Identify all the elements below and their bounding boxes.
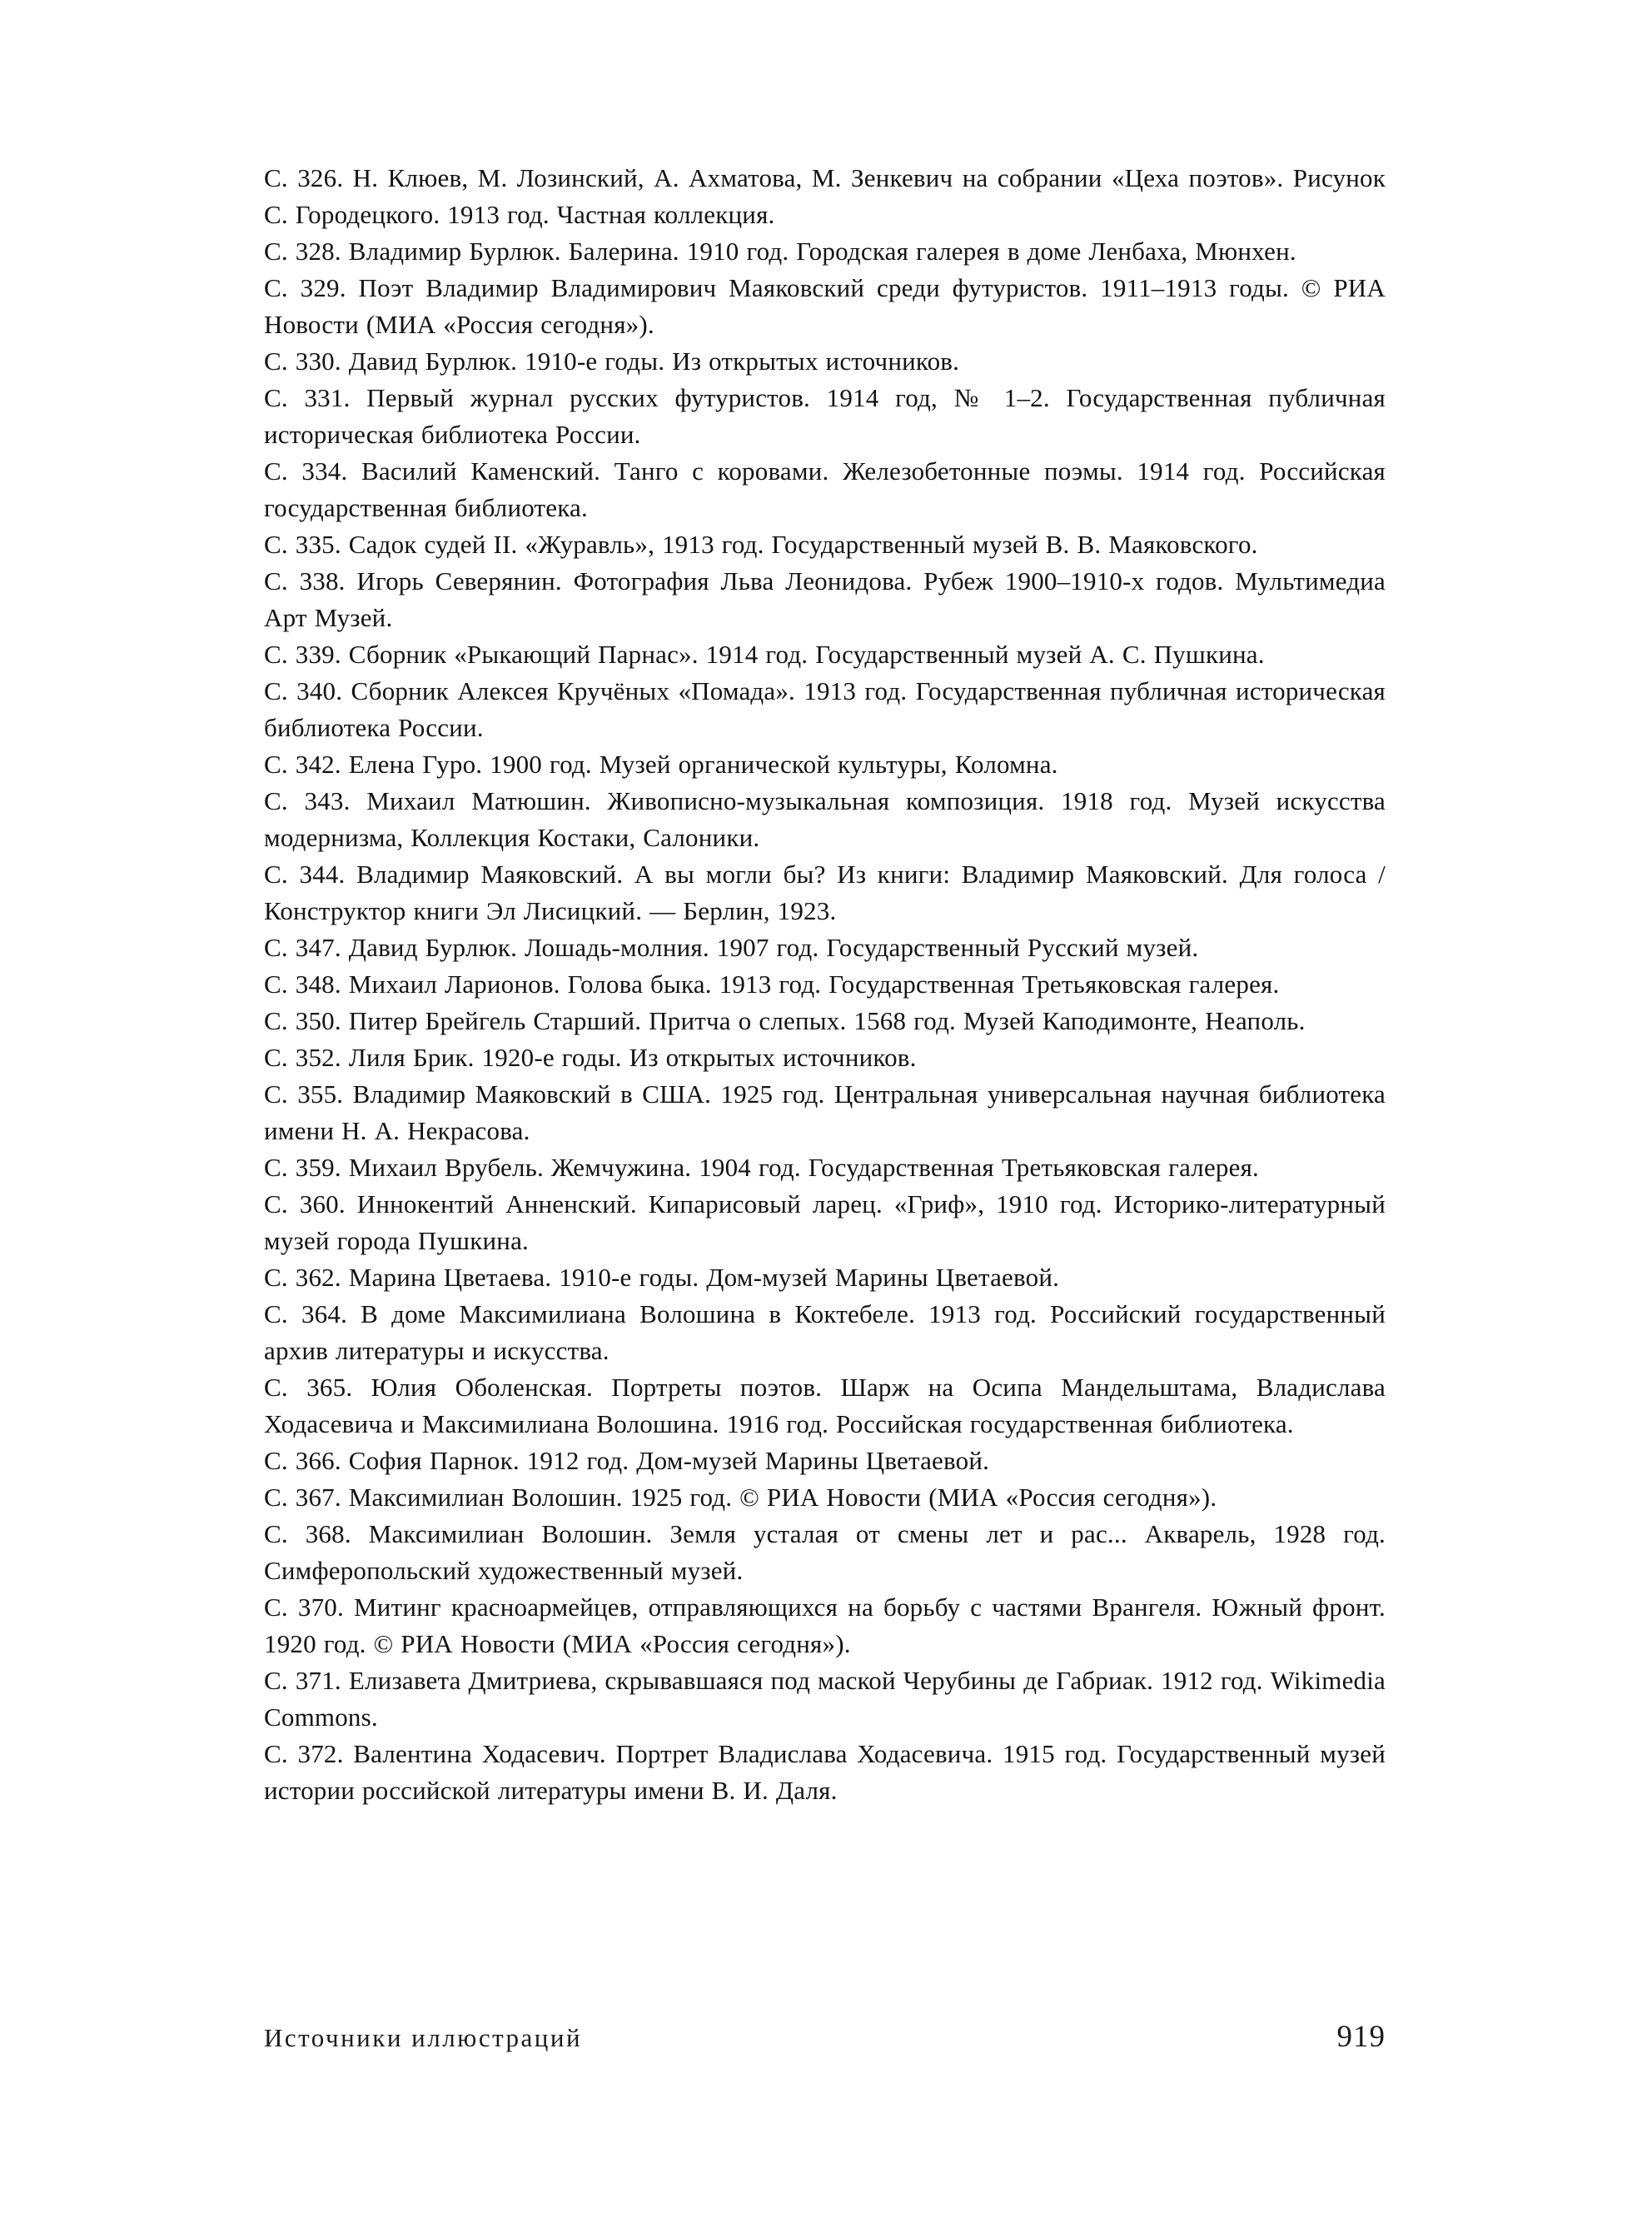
illustration-source-entry: С. 370. Митинг красноармейцев, отправляющихся на борьбу с частями Врангеля. Южный фронт. 1920 год. © РИА Новости (МИА «Россия сегодня»). — [264, 1592, 1386, 1658]
illustration-source-entry: С. 372. Валентина Ходасевич. Портрет Владислава Ходасевича. 1915 год. Государственный музей истории российской литературы имени В. И. Даля. — [264, 1739, 1386, 1805]
illustration-source-entry: С. 330. Давид Бурлюк. 1910-е годы. Из открытых источников. — [264, 346, 960, 376]
illustration-source-entry: С. 342. Елена Гуро. 1900 год. Музей органической культуры, Коломна. — [264, 750, 1058, 779]
illustration-source-entry: С. 340. Сборник Алексея Кручёных «Помада». 1913 год. Государственная публичная историческая библиотека России. — [264, 676, 1386, 742]
illustration-source-entry: С. 331. Первый журнал русских футуристов. 1914 год, № 1–2. Государственная публичная историческая библиотека России. — [264, 383, 1386, 449]
illustration-source-entry: С. 335. Садок судей II. «Журавль», 1913 год. Государственный музей В. В. Маяковского. — [264, 530, 1258, 559]
illustration-source-entry: С. 334. Василий Каменский. Танго с коровами. Железобетонные поэмы. 1914 год. Российская государственная библиотека. — [264, 456, 1386, 522]
illustration-source-entry: С. 365. Юлия Оболенская. Портреты поэтов. Шарж на Осипа Мандельштама, Владислава Ходасевича и Максимилиана Волошина. 1916 год. Российская государственная библиотека. — [264, 1373, 1386, 1438]
illustration-source-entry: С. 362. Марина Цветаева. 1910-е годы. Дом-музей Марины Цветаевой. — [264, 1263, 1060, 1292]
illustration-source-entry: С. 355. Владимир Маяковский в США. 1925 год. Центральная универсальная научная библиотека имени Н. А. Некрасова. — [264, 1079, 1386, 1145]
footer-section-title: Источники иллюстраций — [264, 2023, 583, 2052]
illustration-source-entry: С. 367. Максимилиан Волошин. 1925 год. © РИА Новости (МИА «Россия сегодня»). — [264, 1483, 1217, 1512]
illustration-source-entry: С. 343. Михаил Матюшин. Живописно-музыкальная композиция. 1918 год. Музей искусства модернизма, Коллекция Костаки, Салоники. — [264, 786, 1386, 852]
illustration-source-entry: С. 328. Владимир Бурлюк. Балерина. 1910 год. Городская галерея в доме Ленбаха, Мюнхен. — [264, 237, 1296, 266]
illustration-source-entry: С. 344. Владимир Маяковский. А вы могли бы? Из книги: Владимир Маяковский. Для голоса / Конструктор книги Эл Лисицкий. — Берлин, 1923. — [264, 860, 1386, 925]
illustration-source-entry: С. 352. Лиля Брик. 1920-е годы. Из открытых источников. — [264, 1043, 917, 1072]
illustration-source-entry: С. 364. В доме Максимилиана Волошина в Коктебеле. 1913 год. Российский государственный архив литературы и искусства. — [264, 1299, 1386, 1365]
illustration-sources-list — [264, 160, 1386, 1809]
illustration-source-entry: С. 347. Давид Бурлюк. Лошадь-молния. 1907 год. Государственный Русский музей. — [264, 933, 1199, 962]
illustration-source-entry: С. 326. Н. Клюев, М. Лозинский, А. Ахматова, М. Зенкевич на собрании «Цеха поэтов». Рисунок С. Городецкого. 1913 год. Частная коллекция. — [264, 163, 1386, 229]
illustration-source-entry: С. 360. Иннокентий Анненский. Кипарисовый ларец. «Гриф», 1910 год. Историко-литературный музей города Пушкина. — [264, 1189, 1386, 1255]
illustration-source-entry: С. 329. Поэт Владимир Владимирович Маяковский среди футуристов. 1911–1913 годы. © РИА Новости (МИА «Россия сегодня»). — [264, 273, 1386, 339]
page-footer — [264, 2019, 1386, 2055]
illustration-source-entry: С. 339. Сборник «Рыкающий Парнас». 1914 год. Государственный музей А. С. Пушкина. — [264, 640, 1265, 669]
illustration-source-entry: С. 359. Михаил Врубель. Жемчужина. 1904 год. Государственная Третьяковская галерея. — [264, 1153, 1260, 1182]
illustration-source-entry: С. 366. София Парнок. 1912 год. Дом-музей Марины Цветаевой. — [264, 1446, 990, 1475]
illustration-source-entry: С. 371. Елизавета Дмитриева, скрывавшаяся под маской Черубины де Габриак. 1912 год. Wikimedia Commons. — [264, 1666, 1386, 1732]
illustration-source-entry: С. 350. Питер Брейгель Старший. Притча о слепых. 1568 год. Музей Каподимонте, Неаполь. — [264, 1006, 1306, 1035]
illustration-source-entry: С. 368. Максимилиан Волошин. Земля усталая от смены лет и рас... Акварель, 1928 год. Симферопольский художественный музей. — [264, 1519, 1386, 1585]
illustration-source-entry: С. 338. Игорь Северянин. Фотография Льва Леонидова. Рубеж 1900–1910-х годов. Мультимедиа Арт Музей. — [264, 566, 1386, 632]
illustration-source-entry: С. 348. Михаил Ларионов. Голова быка. 1913 год. Государственная Третьяковская галерея. — [264, 969, 1280, 999]
page-number: 919 — [1336, 2020, 1386, 2054]
